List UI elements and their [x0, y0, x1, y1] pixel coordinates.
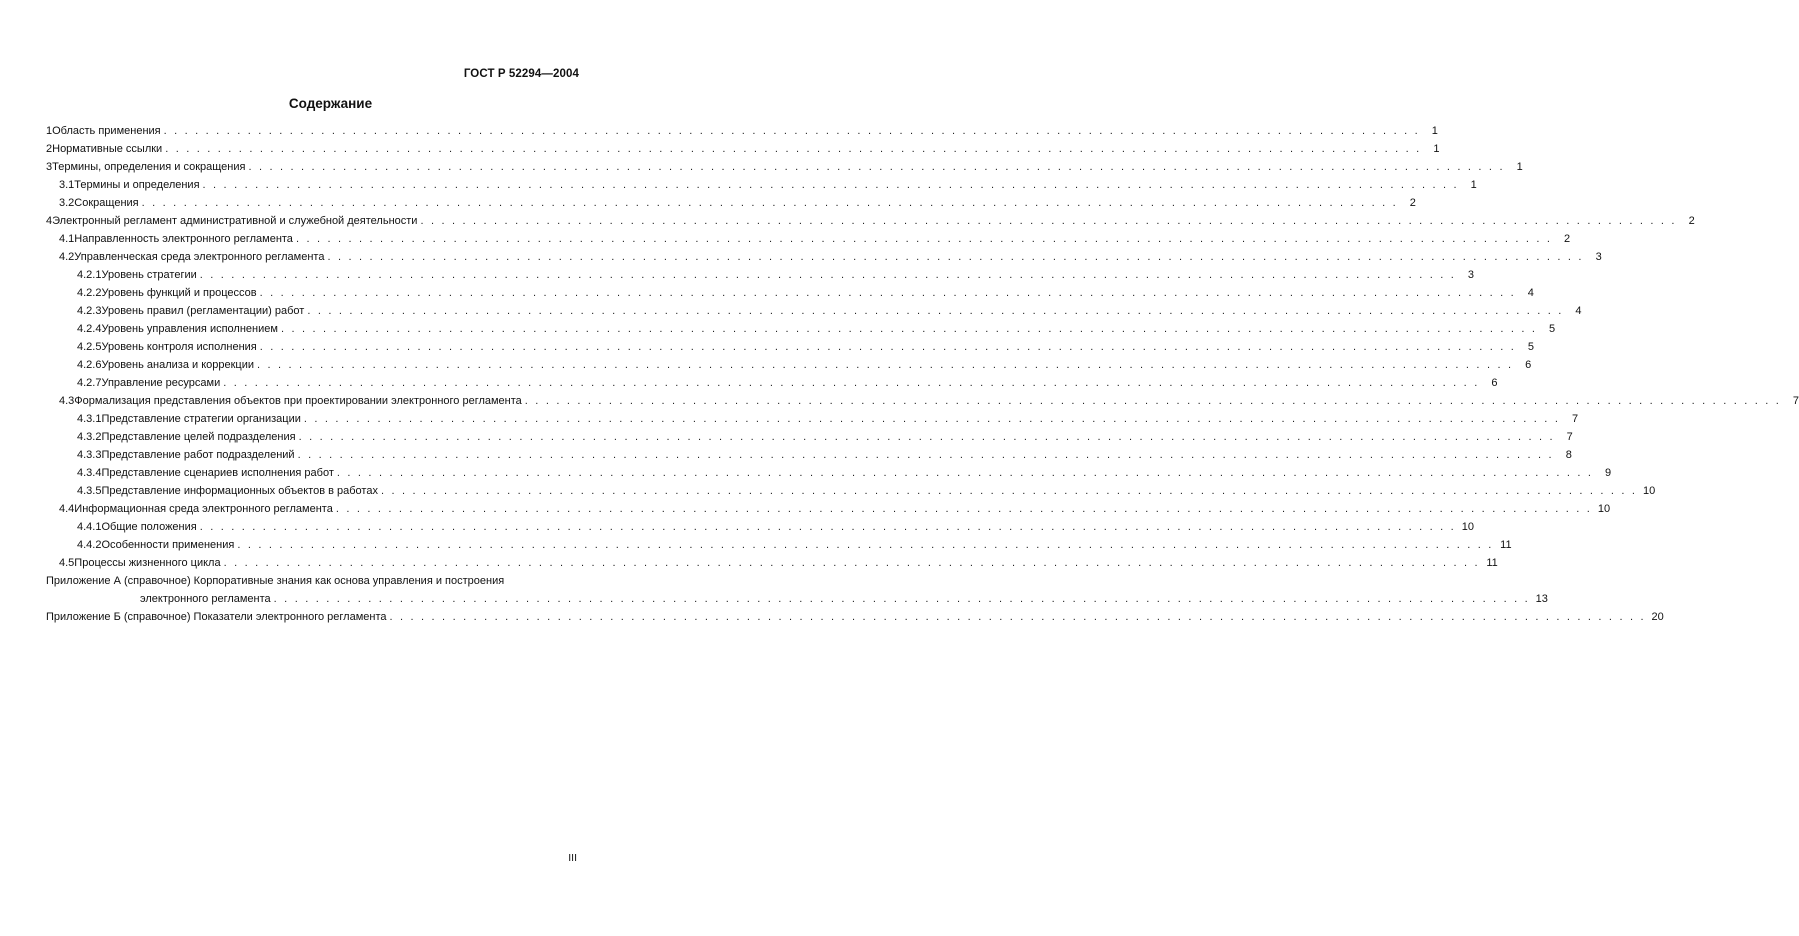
- toc-appendix-b[interactable]: [46, 608, 1664, 626]
- toc-entry-title: Термины и определения: [74, 179, 200, 191]
- toc-entry-number: 4.2.7: [77, 377, 102, 389]
- toc-entry[interactable]: [46, 266, 1474, 284]
- toc-entry-page: 2: [1688, 215, 1695, 227]
- toc-entry[interactable]: [46, 302, 1582, 320]
- toc-entry-page: 9: [1605, 467, 1612, 479]
- dot-leader: . . . . . . . . . . . . . . . . . . . . . . . . . . . . . . . . . . . . . . . . . . . . . . . . . . . . . . . . . . . . . . . . . . . . . . . . . . . . . . . . . . . . . . . . . . . . . . . . . . . . . . . . . . . . . . . . . . . . . . . .: [336, 467, 1594, 479]
- toc-appendix-b-title: Приложение Б (справочное) Показатели электронного регламента: [46, 611, 387, 623]
- dot-leader: . . . . . . . . . . . . . . . . . . . . . . . . . . . . . . . . . . . . . . . . . . . . . . . . . . . . . . . . . . . . . . . . . . . . . . . . . . . . . . . . . . . . . . . . . . . . . . . . . . . . . . . . . . . . . . . . . . . . . . . .: [273, 593, 1530, 605]
- toc-entry[interactable]: [46, 338, 1534, 356]
- toc-entry-number: 3.1: [59, 179, 75, 191]
- toc-entry[interactable]: [46, 284, 1534, 302]
- page-number: III: [568, 852, 577, 864]
- toc-entry-number: 3: [46, 161, 53, 173]
- document-code: ГОСТ Р 52294—2004: [463, 68, 579, 80]
- dot-leader: . . . . . . . . . . . . . . . . . . . . . . . . . . . . . . . . . . . . . . . . . . . . . . . . . . . . . . . . . . . . . . . . . . . . . . . . . . . . . . . . . . . . . . . . . . . . . . . . . . . . . . . . . . . . . . . . . . . . . . . .: [223, 377, 1480, 389]
- toc-entry-page: 11: [1500, 539, 1512, 551]
- toc-entry-page: 10: [1642, 485, 1656, 497]
- toc-entry-page: 3: [1467, 269, 1474, 281]
- dot-leader: . . . . . . . . . . . . . . . . . . . . . . . . . . . . . . . . . . . . . . . . . . . . . . . . . . . . . . . . . . . . . . . . . . . . . . . . . . . . . . . . . . . . . . . . . . . . . . . . . . . . . . . . . . . . . . . . . . . . . . . .: [298, 431, 1555, 443]
- toc-entry[interactable]: [46, 554, 1498, 572]
- toc-entry-title: Управленческая среда электронного регламента: [74, 251, 325, 263]
- dot-leader: . . . . . . . . . . . . . . . . . . . . . . . . . . . . . . . . . . . . . . . . . . . . . . . . . . . . . . . . . . . . . . . . . . . . . . . . . . . . . . . . . . . . . . . . . . . . . . . . . . . . . . . . . . . . . . . . . . . . . . . .: [248, 161, 1505, 173]
- toc-entry-number: 4.4: [59, 503, 75, 515]
- toc-title: Содержание: [288, 96, 373, 111]
- dot-leader: . . . . . . . . . . . . . . . . . . . . . . . . . . . . . . . . . . . . . . . . . . . . . . . . . . . . . . . . . . . . . . . . . . . . . . . . . . . . . . . . . . . . . . . . . . . . . . . . . . . . . . . . . . . . . . . . . . . . . . . .: [303, 413, 1561, 425]
- dot-leader: . . . . . . . . . . . . . . . . . . . . . . . . . . . . . . . . . . . . . . . . . . . . . . . . . . . . . . . . . . . . . . . . . . . . . . . . . . . . . . . . . . . . . . . . . . . . . . . . . . . . . . . . . . . . . . . . . . . . . . . .: [202, 179, 1459, 191]
- toc-entry[interactable]: [46, 122, 1438, 140]
- toc-entry[interactable]: [46, 428, 1573, 446]
- toc-appendix-a-line1: Приложение А (справочное) Корпоративные знания как основа управления и построения: [46, 575, 505, 587]
- toc-entry-page: 1: [1431, 125, 1438, 137]
- toc-entry-number: 4.2.1: [77, 269, 102, 281]
- dot-leader: . . . . . . . . . . . . . . . . . . . . . . . . . . . . . . . . . . . . . . . . . . . . . . . . . . . . . . . . . . . . . . . . . . . . . . . . . . . . . . . . . . . . . . . . . . . . . . . . . . . . . . . . . . . . . . . . . . . . . . . .: [165, 143, 1422, 155]
- dot-leader: . . . . . . . . . . . . . . . . . . . . . . . . . . . . . . . . . . . . . . . . . . . . . . . . . . . . . . . . . . . . . . . . . . . . . . . . . . . . . . . . . . . . . . . . . . . . . . . . . . . . . . . . . . . . . . . . . . . . . . . .: [259, 341, 1516, 353]
- toc-entry[interactable]: [46, 482, 1656, 500]
- toc-entry-page: 4: [1575, 305, 1582, 317]
- toc-entry-page: 4: [1527, 287, 1534, 299]
- toc-entry-number: 4.2.6: [77, 359, 102, 371]
- toc-entry-number: 4.1: [59, 233, 75, 245]
- toc-entry[interactable]: [46, 536, 1512, 554]
- toc-entry-number: 4.4.1: [77, 521, 102, 533]
- toc-entry-title: Сокращения: [74, 197, 139, 209]
- toc-entry-title: Уровень контроля исполнения: [101, 341, 257, 353]
- toc-entry-number: 1: [46, 125, 53, 137]
- dot-leader: . . . . . . . . . . . . . . . . . . . . . . . . . . . . . . . . . . . . . . . . . . . . . . . . . . . . . . . . . . . . . . . . . . . . . . . . . . . . . . . . . . . . . . . . . . . . . . . . . . . . . . . . . . . . . . . . . . . . . . . .: [223, 557, 1480, 569]
- toc-entry-title: Уровень правил (регламентации) работ: [101, 305, 305, 317]
- toc-entry-title: Термины, определения и сокращения: [52, 161, 246, 173]
- toc-entry-title: Особенности применения: [101, 539, 235, 551]
- toc-entry-page: 8: [1565, 449, 1572, 461]
- dot-leader: . . . . . . . . . . . . . . . . . . . . . . . . . . . . . . . . . . . . . . . . . . . . . . . . . . . . . . . . . . . . . . . . . . . . . . . . . . . . . . . . . . . . . . . . . . . . . . . . . . . . . . . . . . . . . . . . . . . . . . . .: [237, 539, 1494, 551]
- toc-entry-title: Уровень стратегии: [101, 269, 197, 281]
- toc-entry[interactable]: [46, 518, 1474, 536]
- toc-entry-number: 4: [46, 215, 53, 227]
- toc-entry-number: 4.5: [59, 557, 75, 569]
- toc-entry-title: Направленность электронного регламента: [74, 233, 293, 245]
- toc-entry-page: 1: [1516, 161, 1523, 173]
- dot-leader: . . . . . . . . . . . . . . . . . . . . . . . . . . . . . . . . . . . . . . . . . . . . . . . . . . . . . . . . . . . . . . . . . . . . . . . . . . . . . . . . . . . . . . . . . . . . . . . . . . . . . . . . . . . . . . . . . . . . . . . .: [141, 197, 1398, 209]
- toc-entry-page: 7: [1566, 431, 1573, 443]
- table-of-contents: [46, 122, 1799, 626]
- toc-entry[interactable]: [46, 248, 1602, 266]
- dot-leader: . . . . . . . . . . . . . . . . . . . . . . . . . . . . . . . . . . . . . . . . . . . . . . . . . . . . . . . . . . . . . . . . . . . . . . . . . . . . . . . . . . . . . . . . . . . . . . . . . . . . . . . . . . . . . . . . . . . . . . . .: [297, 449, 1554, 461]
- toc-entry[interactable]: [46, 158, 1523, 176]
- toc-entry-title: Представление информационных объектов в работах: [101, 485, 378, 497]
- toc-entry-page: 1: [1470, 179, 1477, 191]
- toc-entry[interactable]: [46, 500, 1611, 518]
- toc-entry-page: 6: [1491, 377, 1498, 389]
- toc-appendix-a-continuation[interactable]: [46, 590, 1548, 608]
- dot-leader: . . . . . . . . . . . . . . . . . . . . . . . . . . . . . . . . . . . . . . . . . . . . . . . . . . . . . . . . . . . . . . . . . . . . . . . . . . . . . . . . . . . . . . . . . . . . . . . . . . . . . . . . . . . . . . . . . . . . . . . .: [199, 269, 1456, 281]
- toc-entry-page: 6: [1525, 359, 1532, 371]
- dot-leader: . . . . . . . . . . . . . . . . . . . . . . . . . . . . . . . . . . . . . . . . . . . . . . . . . . . . . . . . . . . . . . . . . . . . . . . . . . . . . . . . . . . . . . . . . . . . . . . . . . . . . . . . . . . . . . . . . . . . . . . .: [335, 503, 1593, 515]
- toc-entry-page: 1: [1433, 143, 1440, 155]
- toc-entry-title: Уровень управления исполнением: [101, 323, 278, 335]
- toc-entry-page: 5: [1527, 341, 1534, 353]
- toc-entry[interactable]: [46, 410, 1579, 428]
- dot-leader: . . . . . . . . . . . . . . . . . . . . . . . . . . . . . . . . . . . . . . . . . . . . . . . . . . . . . . . . . . . . . . . . . . . . . . . . . . . . . . . . . . . . . . . . . . . . . . . . . . . . . . . . . . . . . . . . . . . . . . . .: [380, 485, 1638, 497]
- toc-entry-title: Нормативные ссылки: [52, 143, 163, 155]
- toc-entry[interactable]: [46, 392, 1799, 410]
- toc-entry-title: Представление целей подразделения: [101, 431, 296, 443]
- toc-entry-number: 4.2.3: [77, 305, 102, 317]
- toc-entry-number: 4.2.5: [77, 341, 102, 353]
- toc-entry[interactable]: [46, 446, 1572, 464]
- toc-entry-title: Область применения: [52, 125, 161, 137]
- toc-entry[interactable]: [46, 140, 1440, 158]
- dot-leader: . . . . . . . . . . . . . . . . . . . . . . . . . . . . . . . . . . . . . . . . . . . . . . . . . . . . . . . . . . . . . . . . . . . . . . . . . . . . . . . . . . . . . . . . . . . . . . . . . . . . . . . . . . . . . . . . . . . . . . . .: [257, 359, 1514, 371]
- toc-entry-page: 7: [1792, 395, 1799, 407]
- toc-entry-page: 3: [1595, 251, 1602, 263]
- toc-entry-number: 2: [46, 143, 53, 155]
- toc-entry-number: 3.2: [59, 197, 75, 209]
- toc-entry[interactable]: [46, 374, 1498, 392]
- dot-leader: . . . . . . . . . . . . . . . . . . . . . . . . . . . . . . . . . . . . . . . . . . . . . . . . . . . . . . . . . . . . . . . . . . . . . . . . . . . . . . . . . . . . . . . . . . . . . . . . . . . . . . . . . . . . . . . . . . . . . . . .: [327, 251, 1584, 263]
- toc-entry-title: Уровень анализа и коррекции: [101, 359, 254, 371]
- toc-entry-page: 2: [1409, 197, 1416, 209]
- toc-entry-number: 4.3.5: [77, 485, 102, 497]
- dot-leader: . . . . . . . . . . . . . . . . . . . . . . . . . . . . . . . . . . . . . . . . . . . . . . . . . . . . . . . . . . . . . . . . . . . . . . . . . . . . . . . . . . . . . . . . . . . . . . . . . . . . . . . . . . . . . . . . . . . . . . . .: [307, 305, 1564, 317]
- toc-entry-number: 4.3.2: [77, 431, 102, 443]
- toc-entry-page: 2: [1564, 233, 1571, 245]
- dot-leader: . . . . . . . . . . . . . . . . . . . . . . . . . . . . . . . . . . . . . . . . . . . . . . . . . . . . . . . . . . . . . . . . . . . . . . . . . . . . . . . . . . . . . . . . . . . . . . . . . . . . . . . . . . . . . . . . . . . . . . . .: [163, 125, 1420, 137]
- toc-entry-page: 20: [1651, 611, 1664, 623]
- dot-leader: . . . . . . . . . . . . . . . . . . . . . . . . . . . . . . . . . . . . . . . . . . . . . . . . . . . . . . . . . . . . . . . . . . . . . . . . . . . . . . . . . . . . . . . . . . . . . . . . . . . . . . . . . . . . . . . . . . . . . . . .: [524, 395, 1782, 407]
- toc-appendix-a-line2: электронного регламента: [140, 593, 271, 605]
- toc-entry-page: 10: [1597, 503, 1611, 515]
- toc-entry-title: Представление сценариев исполнения работ: [101, 467, 334, 479]
- toc-entry-title: Электронный регламент административной и служебной деятельности: [52, 215, 418, 227]
- dot-leader: . . . . . . . . . . . . . . . . . . . . . . . . . . . . . . . . . . . . . . . . . . . . . . . . . . . . . . . . . . . . . . . . . . . . . . . . . . . . . . . . . . . . . . . . . . . . . . . . . . . . . . . . . . . . . . . . . . . . . . . .: [280, 323, 1538, 335]
- toc-entry-title: Уровень функций и процессов: [101, 287, 257, 299]
- toc-entry[interactable]: [46, 320, 1556, 338]
- toc-entry-title: Общие положения: [101, 521, 197, 533]
- toc-entry-number: 4.4.2: [77, 539, 102, 551]
- toc-entry-page: 7: [1571, 413, 1579, 425]
- dot-leader: . . . . . . . . . . . . . . . . . . . . . . . . . . . . . . . . . . . . . . . . . . . . . . . . . . . . . . . . . . . . . . . . . . . . . . . . . . . . . . . . . . . . . . . . . . . . . . . . . . . . . . . . . . . . . . . . . . . . . . . .: [199, 521, 1456, 533]
- toc-entry[interactable]: [46, 356, 1532, 374]
- toc-entry-number: 4.3: [59, 395, 75, 407]
- toc-appendix-a[interactable]: [46, 572, 582, 590]
- toc-entry[interactable]: [46, 176, 1477, 194]
- toc-entry-page: 5: [1549, 323, 1556, 335]
- toc-entry-title: Информационная среда электронного регламента: [74, 503, 333, 515]
- toc-entry-number: 4.2: [59, 251, 75, 263]
- toc-entry-page: 13: [1535, 593, 1548, 605]
- dot-leader: . . . . . . . . . . . . . . . . . . . . . . . . . . . . . . . . . . . . . . . . . . . . . . . . . . . . . . . . . . . . . . . . . . . . . . . . . . . . . . . . . . . . . . . . . . . . . . . . . . . . . . . . . . . . . . . . . . . . . . . .: [420, 215, 1677, 227]
- toc-entry[interactable]: [46, 194, 1416, 212]
- toc-entry-title: Процессы жизненного цикла: [74, 557, 221, 569]
- toc-entry-number: 4.3.1: [77, 413, 102, 425]
- toc-entry[interactable]: [46, 230, 1571, 248]
- dot-leader: . . . . . . . . . . . . . . . . . . . . . . . . . . . . . . . . . . . . . . . . . . . . . . . . . . . . . . . . . . . . . . . . . . . . . . . . . . . . . . . . . . . . . . . . . . . . . . . . . . . . . . . . . . . . . . . . . . . . . . . .: [389, 611, 1646, 623]
- toc-entry[interactable]: [46, 464, 1612, 482]
- toc-entry-title: Представление работ подразделений: [101, 449, 295, 461]
- dot-leader: . . . . . . . . . . . . . . . . . . . . . . . . . . . . . . . . . . . . . . . . . . . . . . . . . . . . . . . . . . . . . . . . . . . . . . . . . . . . . . . . . . . . . . . . . . . . . . . . . . . . . . . . . . . . . . . . . . . . . . . .: [259, 287, 1516, 299]
- toc-entry-title: Формализация представления объектов при проектировании электронного регламента: [74, 395, 522, 407]
- toc-entry-page: 11: [1486, 557, 1498, 569]
- toc-entry[interactable]: [46, 212, 1695, 230]
- toc-entry-title: Управление ресурсами: [101, 377, 221, 389]
- toc-entry-title: Представление стратегии организации: [101, 413, 301, 425]
- toc-entry-number: 4.3.4: [77, 467, 102, 479]
- dot-leader: . . . . . . . . . . . . . . . . . . . . . . . . . . . . . . . . . . . . . . . . . . . . . . . . . . . . . . . . . . . . . . . . . . . . . . . . . . . . . . . . . . . . . . . . . . . . . . . . . . . . . . . . . . . . . . . . . . . . . . . .: [295, 233, 1553, 245]
- toc-entry-number: 4.2.2: [77, 287, 102, 299]
- toc-entry-number: 4.2.4: [77, 323, 102, 335]
- toc-entry-number: 4.3.3: [77, 449, 102, 461]
- toc-entry-page: 10: [1461, 521, 1474, 533]
